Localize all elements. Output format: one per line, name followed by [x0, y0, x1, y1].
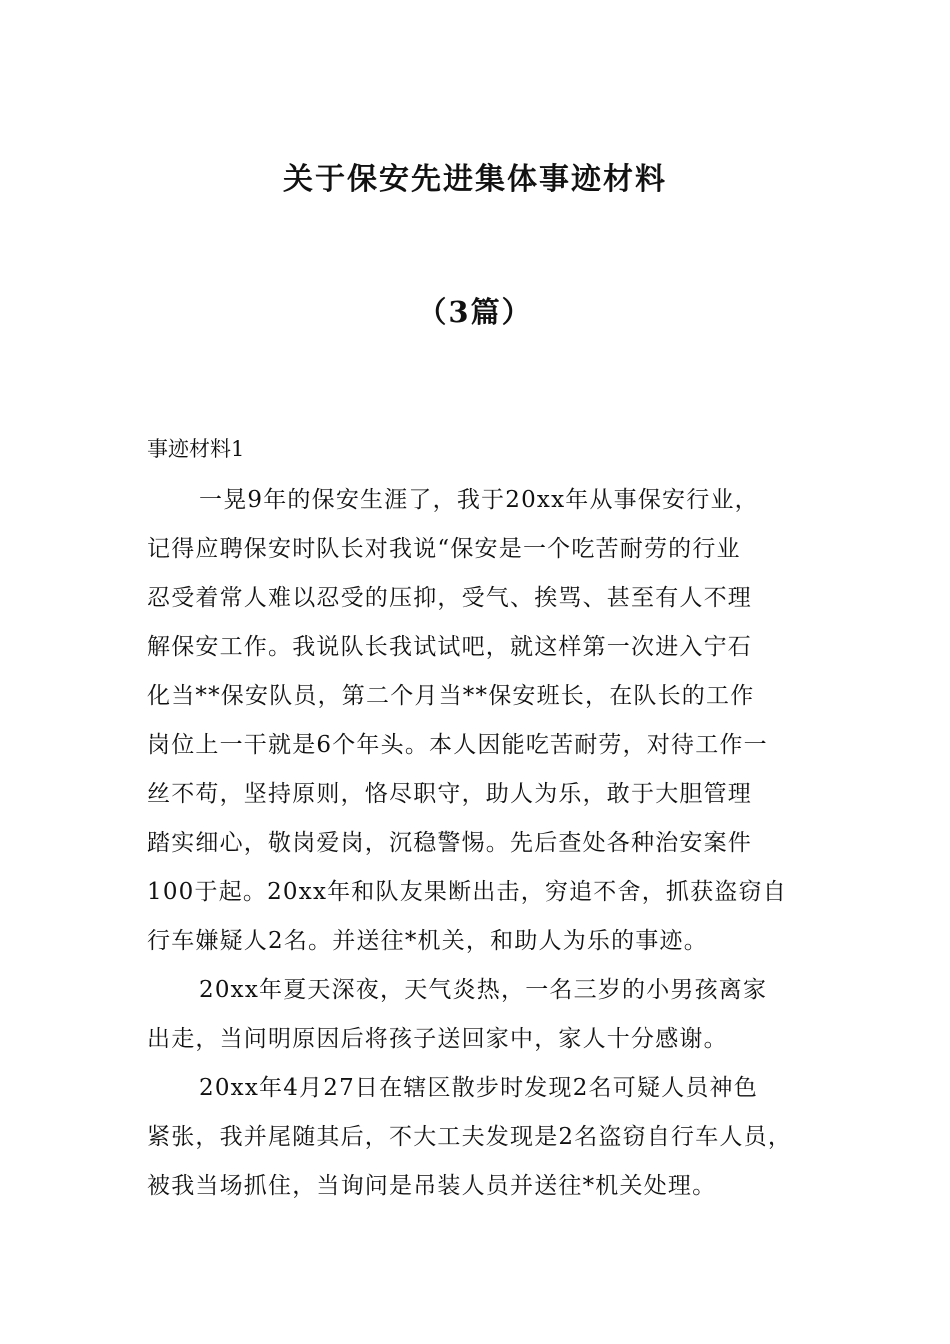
paragraph-line: 一晃9年的保安生涯了，我于20xx年从事保安行业， [199, 487, 759, 513]
body-text [147, 476, 805, 1211]
paragraph-line: 20xx年夏天深夜，天气炎热，一名三岁的小男孩离家 [199, 977, 768, 1003]
paragraph-line: 紧张，我并尾随其后，不大工夫发现是2名盗窃自行车人员， [147, 1124, 793, 1150]
paragraph-line: 行车嫌疑人2名。并送往*机关，和助人为乐的事迹。 [147, 928, 708, 954]
paragraph-line: 丝不苟，坚持原则，恪尽职守，助人为乐，敢于大胆管理 [147, 781, 752, 807]
paragraph-line: 被我当场抓住，当询问是吊装人员并送往*机关处理。 [147, 1173, 717, 1199]
paragraph-2 [147, 966, 805, 1064]
paragraph-line: 100于起。20xx年和队友果断出击，穷追不舍，抓获盗窃自 [147, 879, 787, 905]
paragraph-3 [147, 1064, 805, 1211]
document-subtitle: （3篇） [417, 295, 533, 329]
paragraph-1 [147, 476, 805, 966]
paragraph-line: 出走，当问明原因后将孩子送回家中，家人十分感谢。 [147, 1026, 728, 1052]
section-heading: 事迹材料1 [147, 437, 245, 461]
paragraph-line: 忍受着常人难以忍受的压抑，受气、挨骂、甚至有人不理 [147, 585, 752, 611]
paragraph-line: 踏实细心，敬岗爱岗，沉稳警惕。先后查处各种治安案件 [147, 830, 752, 856]
paragraph-line: 解保安工作。我说队长我试试吧，就这样第一次进入宁石 [147, 634, 752, 660]
paragraph-line: 20xx年4月27日在辖区散步时发现2名可疑人员神色 [199, 1075, 758, 1101]
document-title: 关于保安先进集体事迹材料 [283, 162, 667, 197]
paragraph-line: 记得应聘保安时队长对我说“保安是一个吃苦耐劳的行业 [147, 536, 741, 562]
paragraph-line: 岗位上一干就是6个年头。本人因能吃苦耐劳，对待工作一 [147, 732, 768, 758]
paragraph-line: 化当**保安队员，第二个月当**保安班长，在队长的工作 [147, 683, 755, 709]
